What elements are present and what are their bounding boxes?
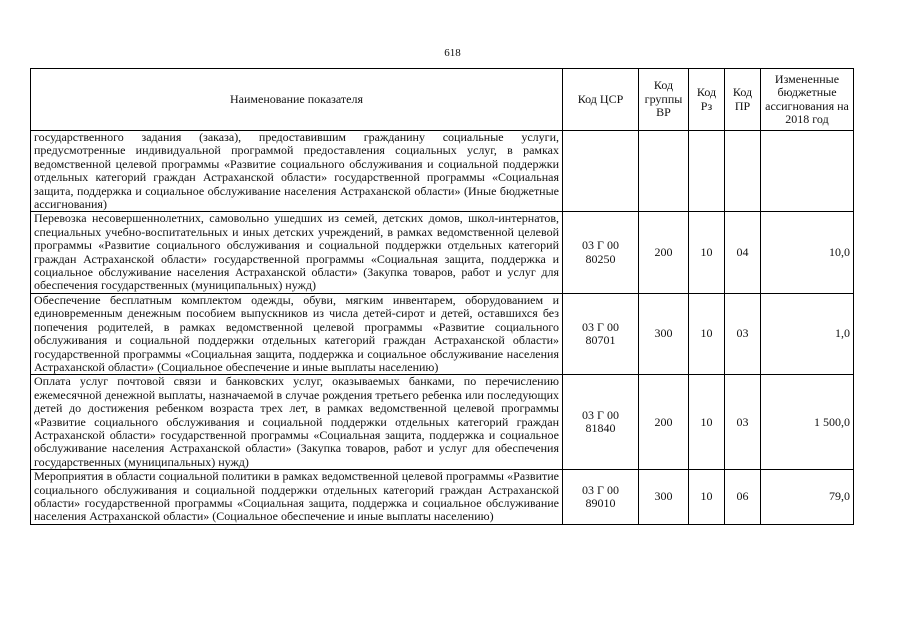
table-row (31, 375, 854, 470)
row-csr-code (563, 131, 639, 212)
row-pr-code: 04 (725, 212, 761, 293)
row-csr-code: 03 Г 00 89010 (563, 470, 639, 525)
row-rz-code: 10 (689, 470, 725, 525)
row-vr-code: 200 (639, 212, 689, 293)
row-pr-code: 03 (725, 293, 761, 374)
table-row (31, 212, 854, 293)
page-number: 618 (444, 47, 461, 59)
row-name: Перевозка несовершеннолетних, самовольно ушедших из семей, детских домов, школ-интернатов, специальных учебно-воспитательных и иных детских учреждений, в рамках ведомственной целевой программы «Развитие социального обслуживания и социальной поддержки отдельных категорий граждан Астраханской области» государственной программы «Социальная защита, поддержка и социальное обслуживание населения Астраханской области» (Закупка товаров, работ и услуг для обеспечения государственных (муниципальных) нужд) (31, 212, 563, 293)
table-row (31, 293, 854, 374)
row-pr-code: 03 (725, 375, 761, 470)
row-name: Мероприятия в области социальной политики в рамках ведомственной целевой программы «Развитие социального обслуживания и социальной поддержки отдельных категорий граждан Астраханской области» государственной программы «Социальная защита, поддержка и социальное обслуживание населения Астраханской области» (Социальное обеспечение и иные выплаты населению) (31, 470, 563, 525)
row-vr-code: 300 (639, 293, 689, 374)
header-pr-code: Код ПР (725, 69, 761, 131)
row-pr-code: 06 (725, 470, 761, 525)
row-name: государственного задания (заказа), предоставившим гражданину социальные услуги, предусмотренные индивидуальной программой предоставления социальных услуг, в рамках ведомственной целевой программы «Развитие социального обслуживания и социальной поддержки отдельных категорий граждан Астраханской области» государственной программы «Социальная защита, поддержка и социальное обслуживание населения Астраханской области» (Иные бюджетные ассигнования) (31, 131, 563, 212)
header-csr-code: Код ЦСР (563, 69, 639, 131)
table-row (31, 470, 854, 525)
row-amount: 79,0 (761, 470, 854, 525)
row-vr-code: 300 (639, 470, 689, 525)
row-csr-code: 03 Г 00 80701 (563, 293, 639, 374)
table-header-row (31, 69, 854, 131)
header-amount: Измененные бюджетные ассигнования на 2018 год (761, 69, 854, 131)
row-amount: 1,0 (761, 293, 854, 374)
row-csr-code: 03 Г 00 81840 (563, 375, 639, 470)
row-amount: 1 500,0 (761, 375, 854, 470)
row-csr-code: 03 Г 00 80250 (563, 212, 639, 293)
table-row (31, 131, 854, 212)
row-rz-code (689, 131, 725, 212)
row-name: Оплата услуг почтовой связи и банковских услуг, оказываемых банками, по перечислению ежемесячной денежной выплаты, назначаемой в случае рождения третьего ребенка или последующих детей до достижения ребенком возраста трех лет, в рамках ведомственной целевой программы «Развитие социального обслуживания и социальной поддержки отдельных категорий граждан Астраханской области» государственной программы «Социальная защита, поддержка и социальное обслуживание населения Астраханской области» (Закупка товаров, работ и услуг для обеспечения государственных (муниципальных) нужд) (31, 375, 563, 470)
header-name: Наименование показателя (31, 69, 563, 131)
header-vr-code: Код группы ВР (639, 69, 689, 131)
row-rz-code: 10 (689, 212, 725, 293)
row-amount: 10,0 (761, 212, 854, 293)
row-rz-code: 10 (689, 293, 725, 374)
row-name: Обеспечение бесплатным комплектом одежды, обуви, мягким инвентарем, оборудованием и единовременным денежным пособием выпускников из числа детей-сирот и детей, оставшихся без попечения родителей, в рамках ведомственной целевой программы «Развитие социального обслуживания и социальной поддержки отдельных категорий граждан Астраханской области» государственной программы «Социальная защита, поддержка и социальное обслуживание населения Астраханской области» (Социальное обеспечение и иные выплаты населению) (31, 293, 563, 374)
row-rz-code: 10 (689, 375, 725, 470)
row-amount (761, 131, 854, 212)
budget-table (30, 68, 854, 525)
row-vr-code: 200 (639, 375, 689, 470)
row-vr-code (639, 131, 689, 212)
row-pr-code (725, 131, 761, 212)
header-rz-code: Код Рз (689, 69, 725, 131)
